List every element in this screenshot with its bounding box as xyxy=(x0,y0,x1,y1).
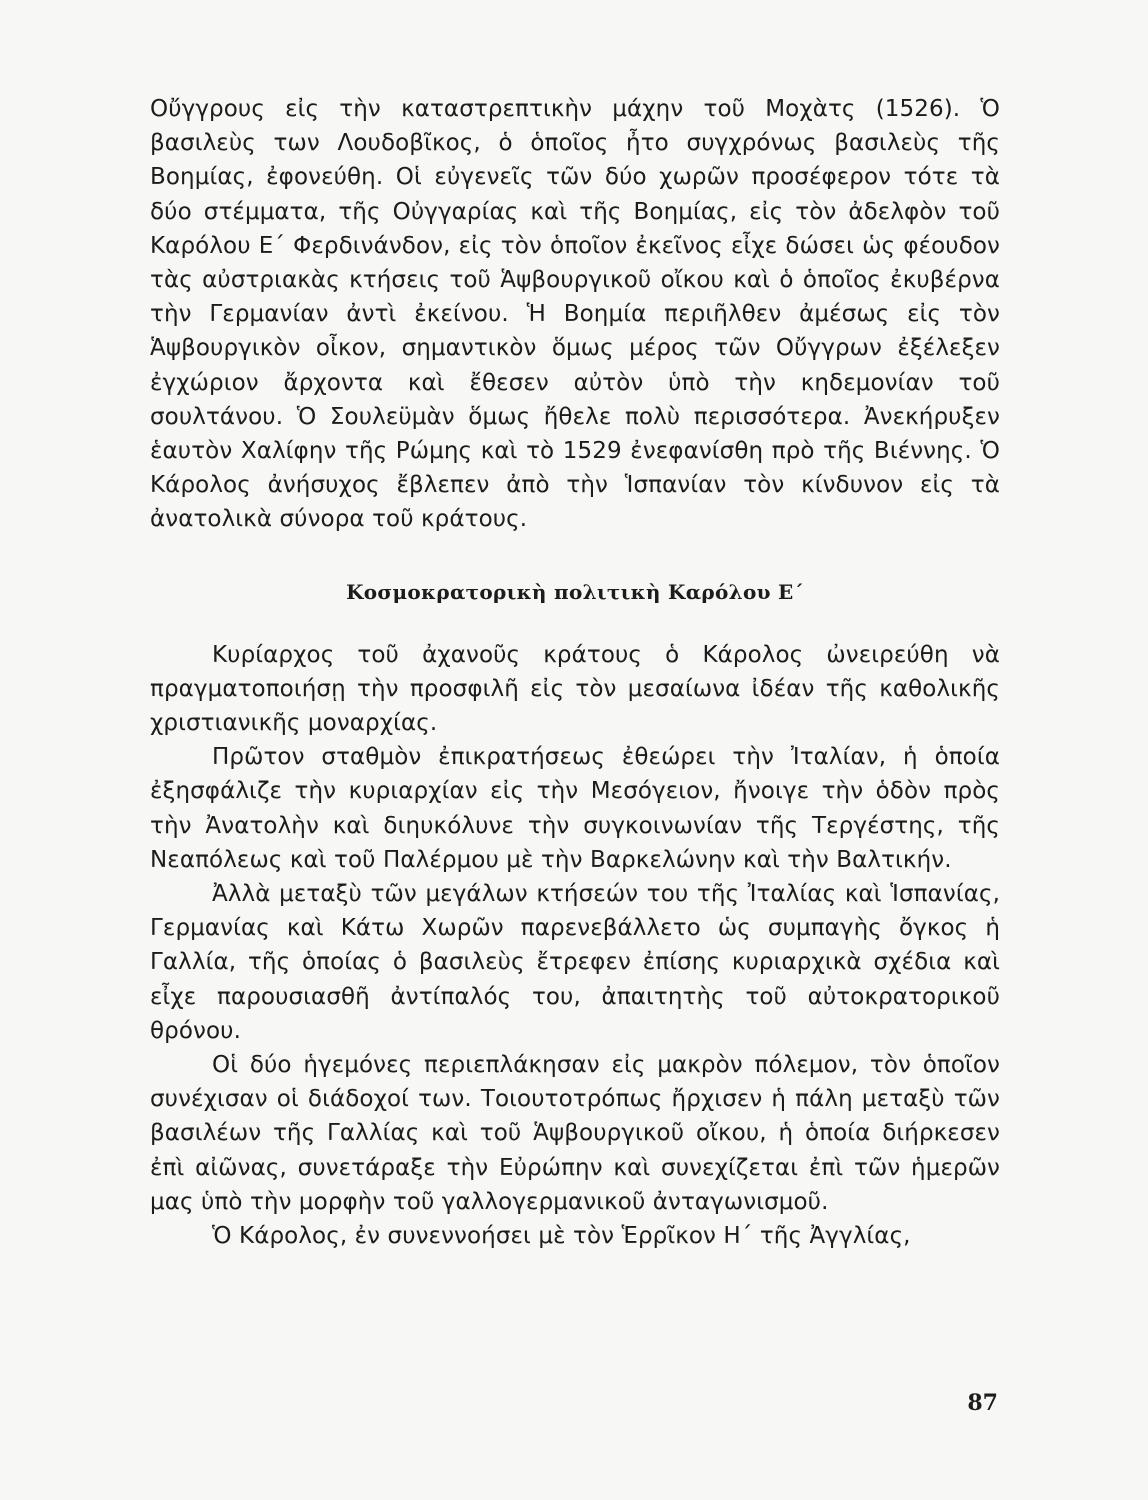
body-paragraph: Ὁ Κάρολος, ἐν συνεννοήσει μὲ τὸν Ἑρρῖκον Η΄ τῆς Ἀγγλίας, xyxy=(212,1223,911,1250)
section-heading: Κοσμοκρατορικὴ πολιτικὴ Καρόλου Ε΄ xyxy=(346,579,804,604)
body-paragraph: Οὔγγρους εἰς τὴν καταστρεπτικὴν μάχην τοῦ Μοχὰτς (1526). Ὁ βασιλεὺς των Λουδοβῖκος, ὁ ὁποῖος ἦτο συγχρόνως βασιλεὺς τῆς Βοημίας, ἐφονεύθη. Οἱ εὐγενεῖς τῶν δύο χωρῶν προσέφερον τότε τὰ δύο στέμματα, τῆς Οὐγγαρίας καὶ τῆς Βοημίας, εἰς τὸν ἀδελφὸν τοῦ Καρόλου Ε΄ Φερδινάνδον, εἰς τὸν ὁποῖον ἐκεῖνος εἶχε δώσει ὡς φέουδον τὰς αὐστριακὰς κτήσεις τοῦ Ἁψβουργικοῦ οἴκου καὶ ὁ ὁποῖος ἐκυβέρνα τὴν Γερμανίαν ἀντὶ ἐκείνου. Ἡ Βοημία περιῆλθεν ἀμέσως εἰς τὸν Ἁψβουργικὸν οἶκον, σημαντικὸν ὅμως μέρος τῶν Οὔγγρων ἐξέλεξεν ἐγχώριον ἄρχοντα καὶ ἔθεσεν αὐτὸν ὑπὸ τὴν κηδεμονίαν τοῦ σουλτάνου. Ὁ Σουλεϋμὰν ὅμως ἤθελε πολὺ περισσότερα. Ἀνεκήρυξεν ἑαυτὸν Χαλίφην τῆς Ρώμης καὶ τὸ 1529 ἐνεφανίσθη πρὸ τῆς Βιέννης. Ὁ Κάρολος ἀνήσυχος ἔβλεπεν ἀπὸ τὴν Ἱσπανίαν τὸν κίνδυνον εἰς τὰ ἀνατολικὰ σύνορα τοῦ κράτους. xyxy=(150,96,1000,533)
body-paragraph: Κυρίαρχος τοῦ ἀχανοῦς κράτους ὁ Κάρολος ὠνειρεύθη νὰ πραγματοποιήσῃ τὴν προσφιλῆ εἰς τὸν μεσαίωνα ἰδέαν τῆς καθολικῆς χριστιανικῆς μοναρχίας. xyxy=(150,641,1000,737)
page-number: 87 xyxy=(967,1390,998,1416)
body-paragraph: Οἱ δύο ἡγεμόνες περιεπλάκησαν εἰς μακρὸν πόλεμον, τὸν ὁποῖον συνέχισαν οἱ διάδοχοί των. Τοιουτοτρόπως ἤρχισεν ἡ πάλη μεταξὺ τῶν βασιλέων τῆς Γαλλίας καὶ τοῦ Ἁψβουργικοῦ οἴκου, ἡ ὁποία διήρκεσεν ἐπὶ αἰῶνας, συνετάραξε τὴν Εὐρώπην καὶ συνεχίζεται ἐπὶ τῶν ἡμερῶν μας ὑπὸ τὴν μορφὴν τοῦ γαλλογερμανικοῦ ἀνταγωνισμοῦ. xyxy=(150,1052,1000,1215)
body-paragraph: Ἀλλὰ μεταξὺ τῶν μεγάλων κτήσεών του τῆς Ἰταλίας καὶ Ἱσπανίας, Γερμανίας καὶ Κάτω Χωρῶν παρενεβάλλετο ὡς συμπαγὴς ὄγκος ἡ Γαλλία, τῆς ὁποίας ὁ βασιλεὺς ἔτρεφεν ἐπίσης κυριαρχικὰ σχέδια καὶ εἶχε παρουσιασθῆ ἀντίπαλός του, ἀπαιτητὴς τοῦ αὐτοκρατορικοῦ θρόνου. xyxy=(150,881,1000,1044)
book-page xyxy=(150,92,1000,1253)
body-paragraph: Πρῶτον σταθμὸν ἐπικρατήσεως ἐθεώρει τὴν Ἰταλίαν, ἡ ὁποία ἐξησφάλιζε τὴν κυριαρχίαν εἰς τὴν Μεσόγειον, ἤνοιγε τὴν ὁδὸν πρὸς τὴν Ἀνατολὴν καὶ διηυκόλυνε τὴν συγκοινωνίαν τῆς Τεργέστης, τῆς Νεαπόλεως καὶ τοῦ Παλέρμου μὲ τὴν Βαρκελώνην καὶ τὴν Βαλτικήν. xyxy=(150,744,1000,873)
